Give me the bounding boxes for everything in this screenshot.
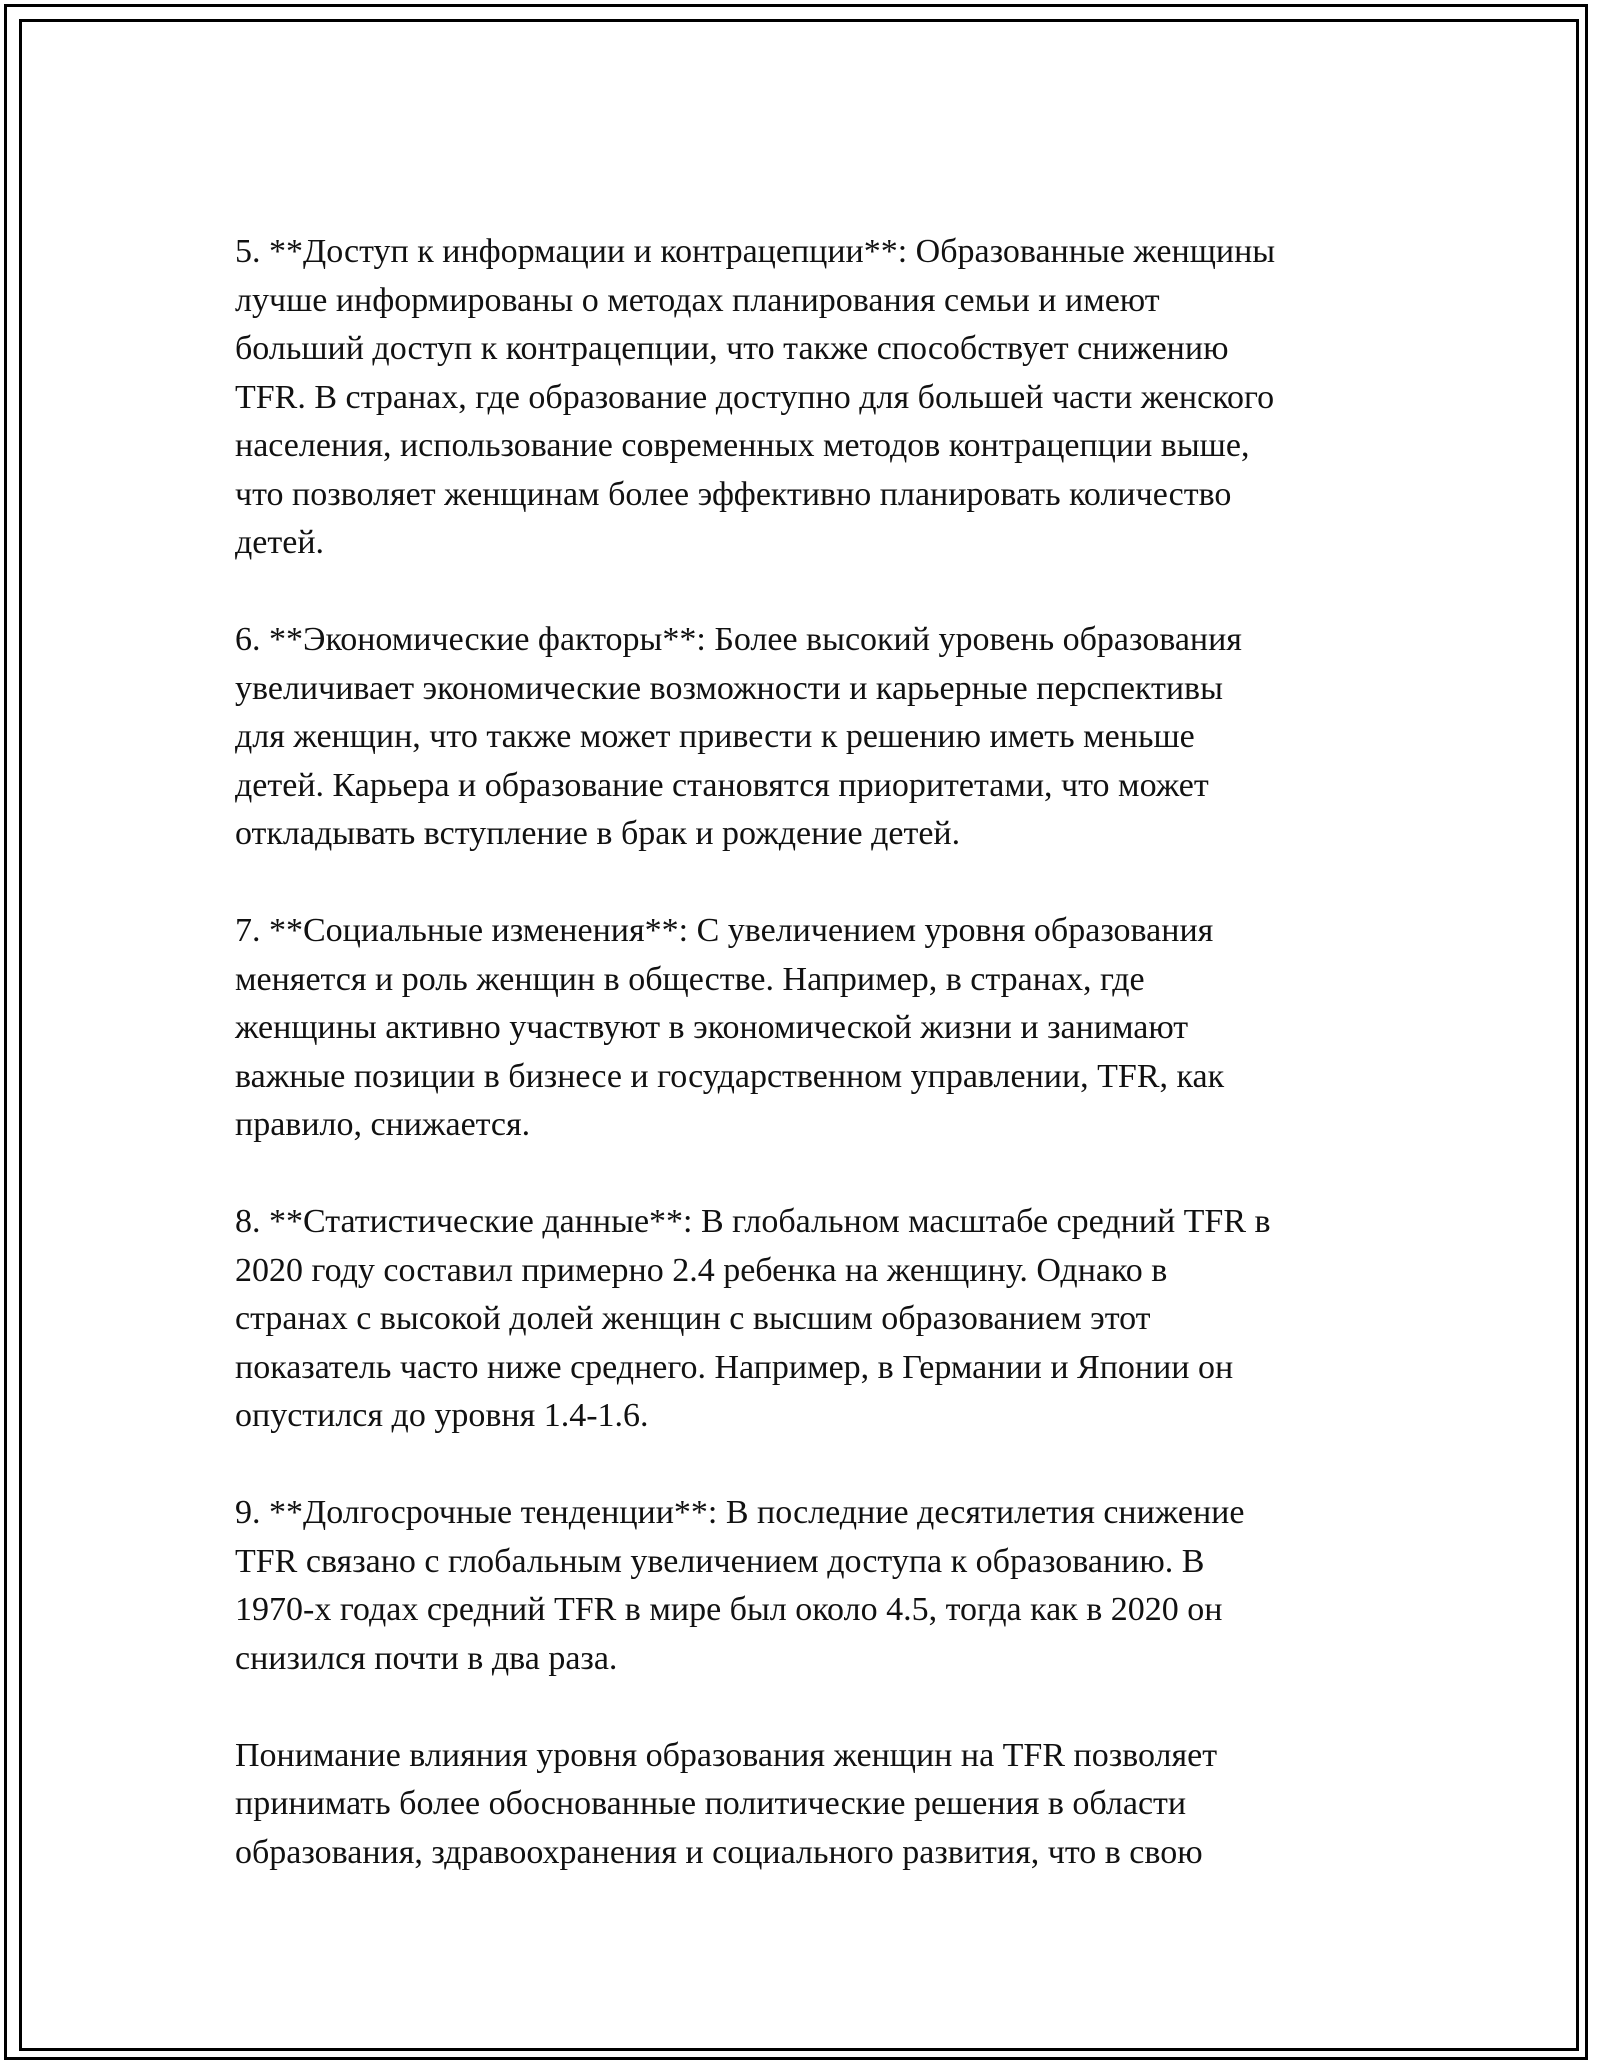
paragraph-item-8: 8. **Статистические данные**: В глобальном масштабе средний TFR в 2020 году составил примерно 2.4 ребенка на женщину. Однако в странах с высокой долей женщин с высшим образованием этот показатель часто ниже среднего. Например, в Германии и Японии он опустился до уровня 1.4-1.6. xyxy=(235,1203,1271,1434)
paragraph-conclusion: Понимание влияния уровня образования женщин на TFR позволяет принимать более обоснованные политические решения в области образования, здравоохранения и социального развития, что в свою xyxy=(235,1736,1218,1871)
paragraph-item-7: 7. **Социальные изменения**: С увеличением уровня образования меняется и роль женщин в обществе. Например, в странах, где женщины активно участвуют в экономической жизни и занимают важные позиции в бизнесе и государственном управлении, TFR, как правило, снижается. xyxy=(235,912,1225,1143)
paragraph-item-6: 6. **Экономические факторы**: Более высокий уровень образования увеличивает экономические возможности и карьерные перспективы для женщин, что также может привести к решению иметь меньше детей. Карьера и образование становятся приоритетами, что может откладывать вступление в брак и рождение детей. xyxy=(235,621,1242,852)
paragraph-item-5: 5. **Доступ к информации и контрацепции**: Образованные женщины лучше информированы о методах планирования семьи и имеют больший доступ к контрацепции, что также способствует снижению TFR. В странах, где образование доступно для большей части женского населения, использование современных методов контрацепции выше, что позволяет женщинам более эффективно планировать количество детей. xyxy=(235,233,1276,561)
paragraph-item-9: 9. **Долгосрочные тенденции**: В последние десятилетия снижение TFR связано с глобальным увеличением доступа к образованию. В 1970-х годах средний TFR в мире был около 4.5, тогда как в 2020 он снизился почти в два раза. xyxy=(235,1494,1245,1677)
document-body xyxy=(235,228,1385,1877)
